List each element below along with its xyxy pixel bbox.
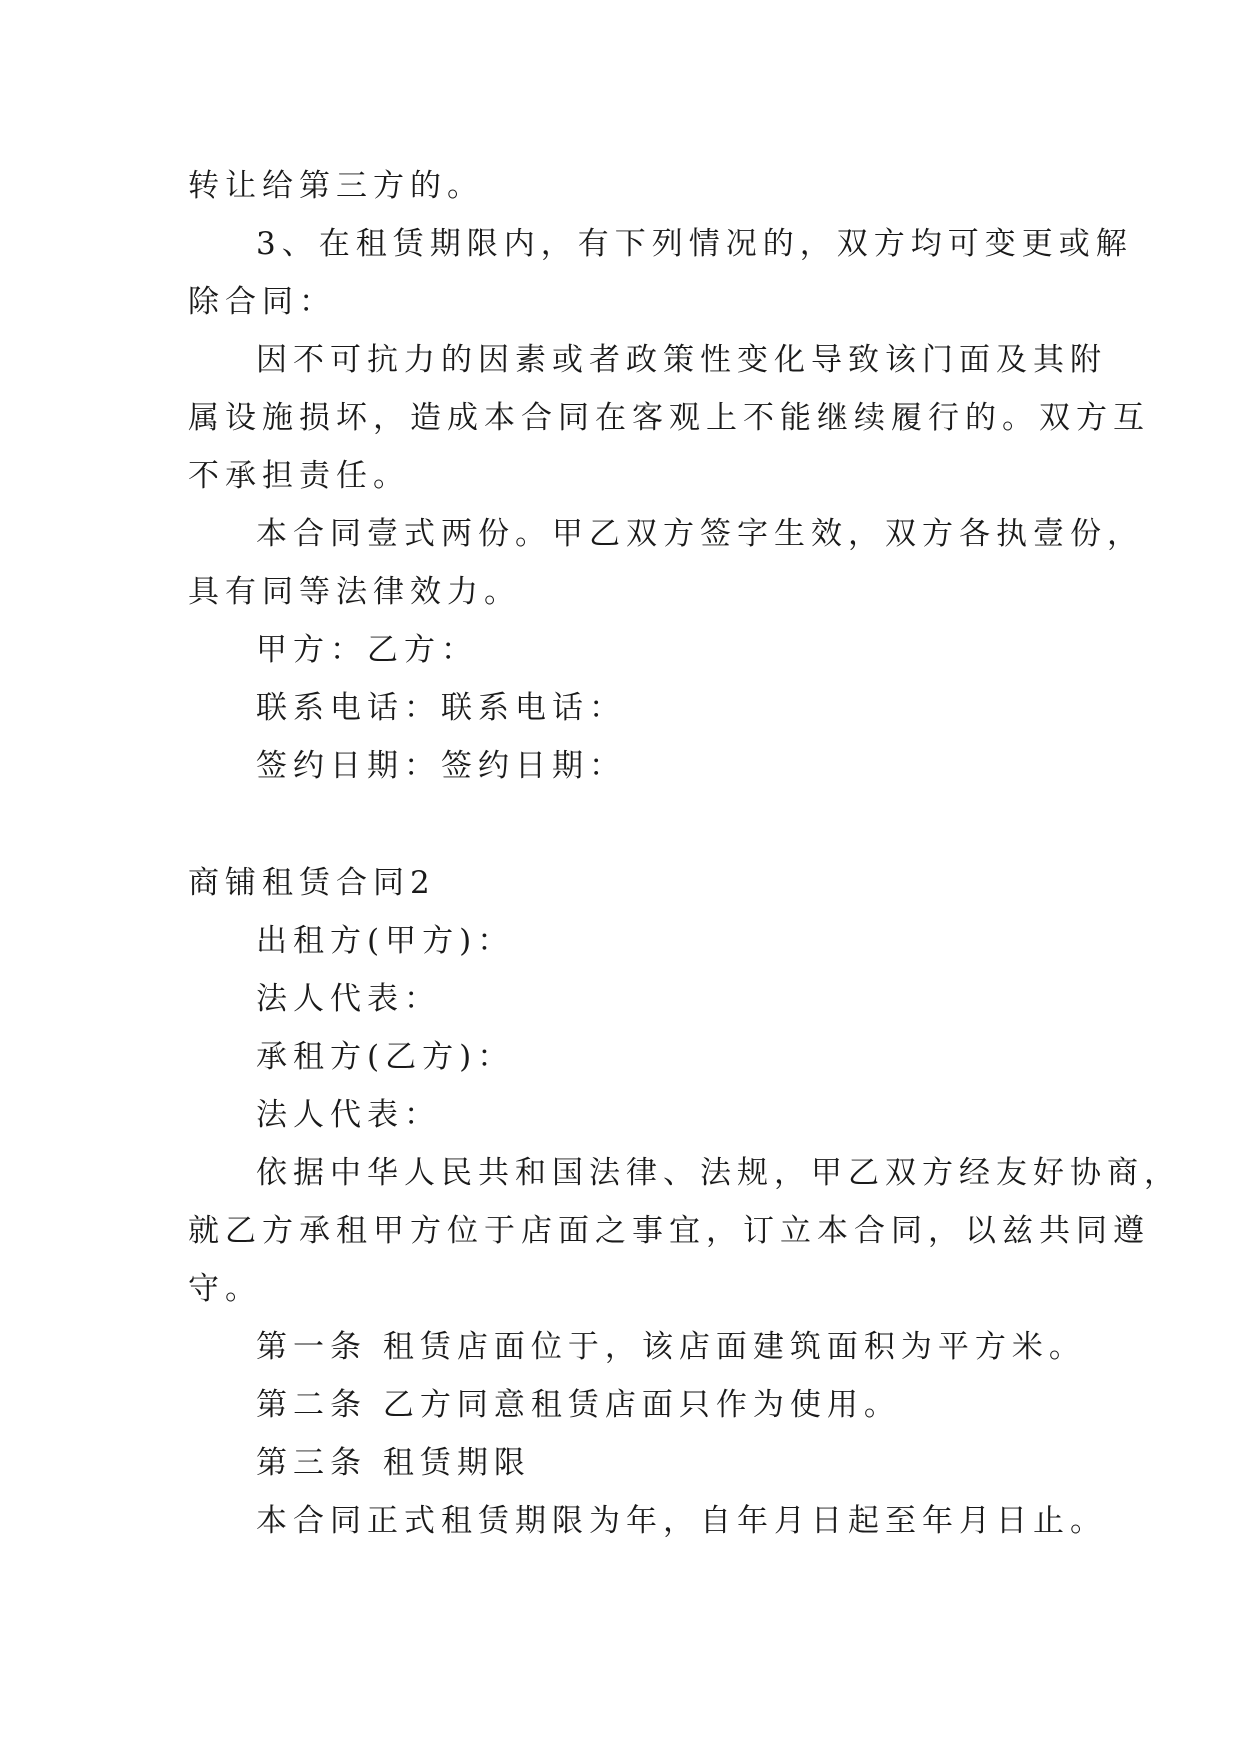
body-text-line: 承租方(乙方)： [256, 1039, 515, 1075]
article-line: 第一条 租赁店面位于，该店面建筑面积为平方米。 [256, 1329, 1086, 1365]
body-text-line: 属设施损坏，造成本合同在客观上不能继续履行的。双方互 [188, 400, 1150, 436]
body-text-line: 法人代表： [256, 981, 441, 1017]
signature-phone-line: 联系电话：联系电话： [256, 690, 626, 726]
body-text-line: 依据中华人民共和国法律、法规，甲乙双方经友好协商， [256, 1155, 1181, 1191]
article-line: 第三条 租赁期限 [256, 1445, 531, 1481]
body-text-line: 本合同正式租赁期限为年，自年月日起至年月日止。 [256, 1503, 1107, 1539]
signature-date-line: 签约日期：签约日期： [256, 748, 626, 784]
body-text-line: 具有同等法律效力。 [188, 574, 521, 610]
body-text-line: 不承担责任。 [188, 458, 410, 494]
body-text-line: 3、在租赁期限内，有下列情况的，双方均可变更或解 [256, 226, 1133, 262]
body-text-line: 除合同： [188, 284, 336, 320]
body-text-line: 因不可抗力的因素或者政策性变化导致该门面及其附 [256, 342, 1107, 378]
body-text-line: 法人代表： [256, 1097, 441, 1133]
body-text-line: 转让给第三方的。 [188, 168, 484, 204]
signature-party-line: 甲方：乙方： [256, 632, 478, 668]
body-text-line: 本合同壹式两份。甲乙双方签字生效，双方各执壹份， [256, 516, 1144, 552]
section-title: 商铺租赁合同2 [188, 865, 436, 901]
body-text-line: 就乙方承租甲方位于店面之事宜，订立本合同，以兹共同遵 [188, 1213, 1150, 1249]
body-text-line: 守。 [188, 1271, 262, 1307]
article-line: 第二条 乙方同意租赁店面只作为使用。 [256, 1387, 901, 1423]
body-text-line: 出租方(甲方)： [256, 923, 515, 959]
